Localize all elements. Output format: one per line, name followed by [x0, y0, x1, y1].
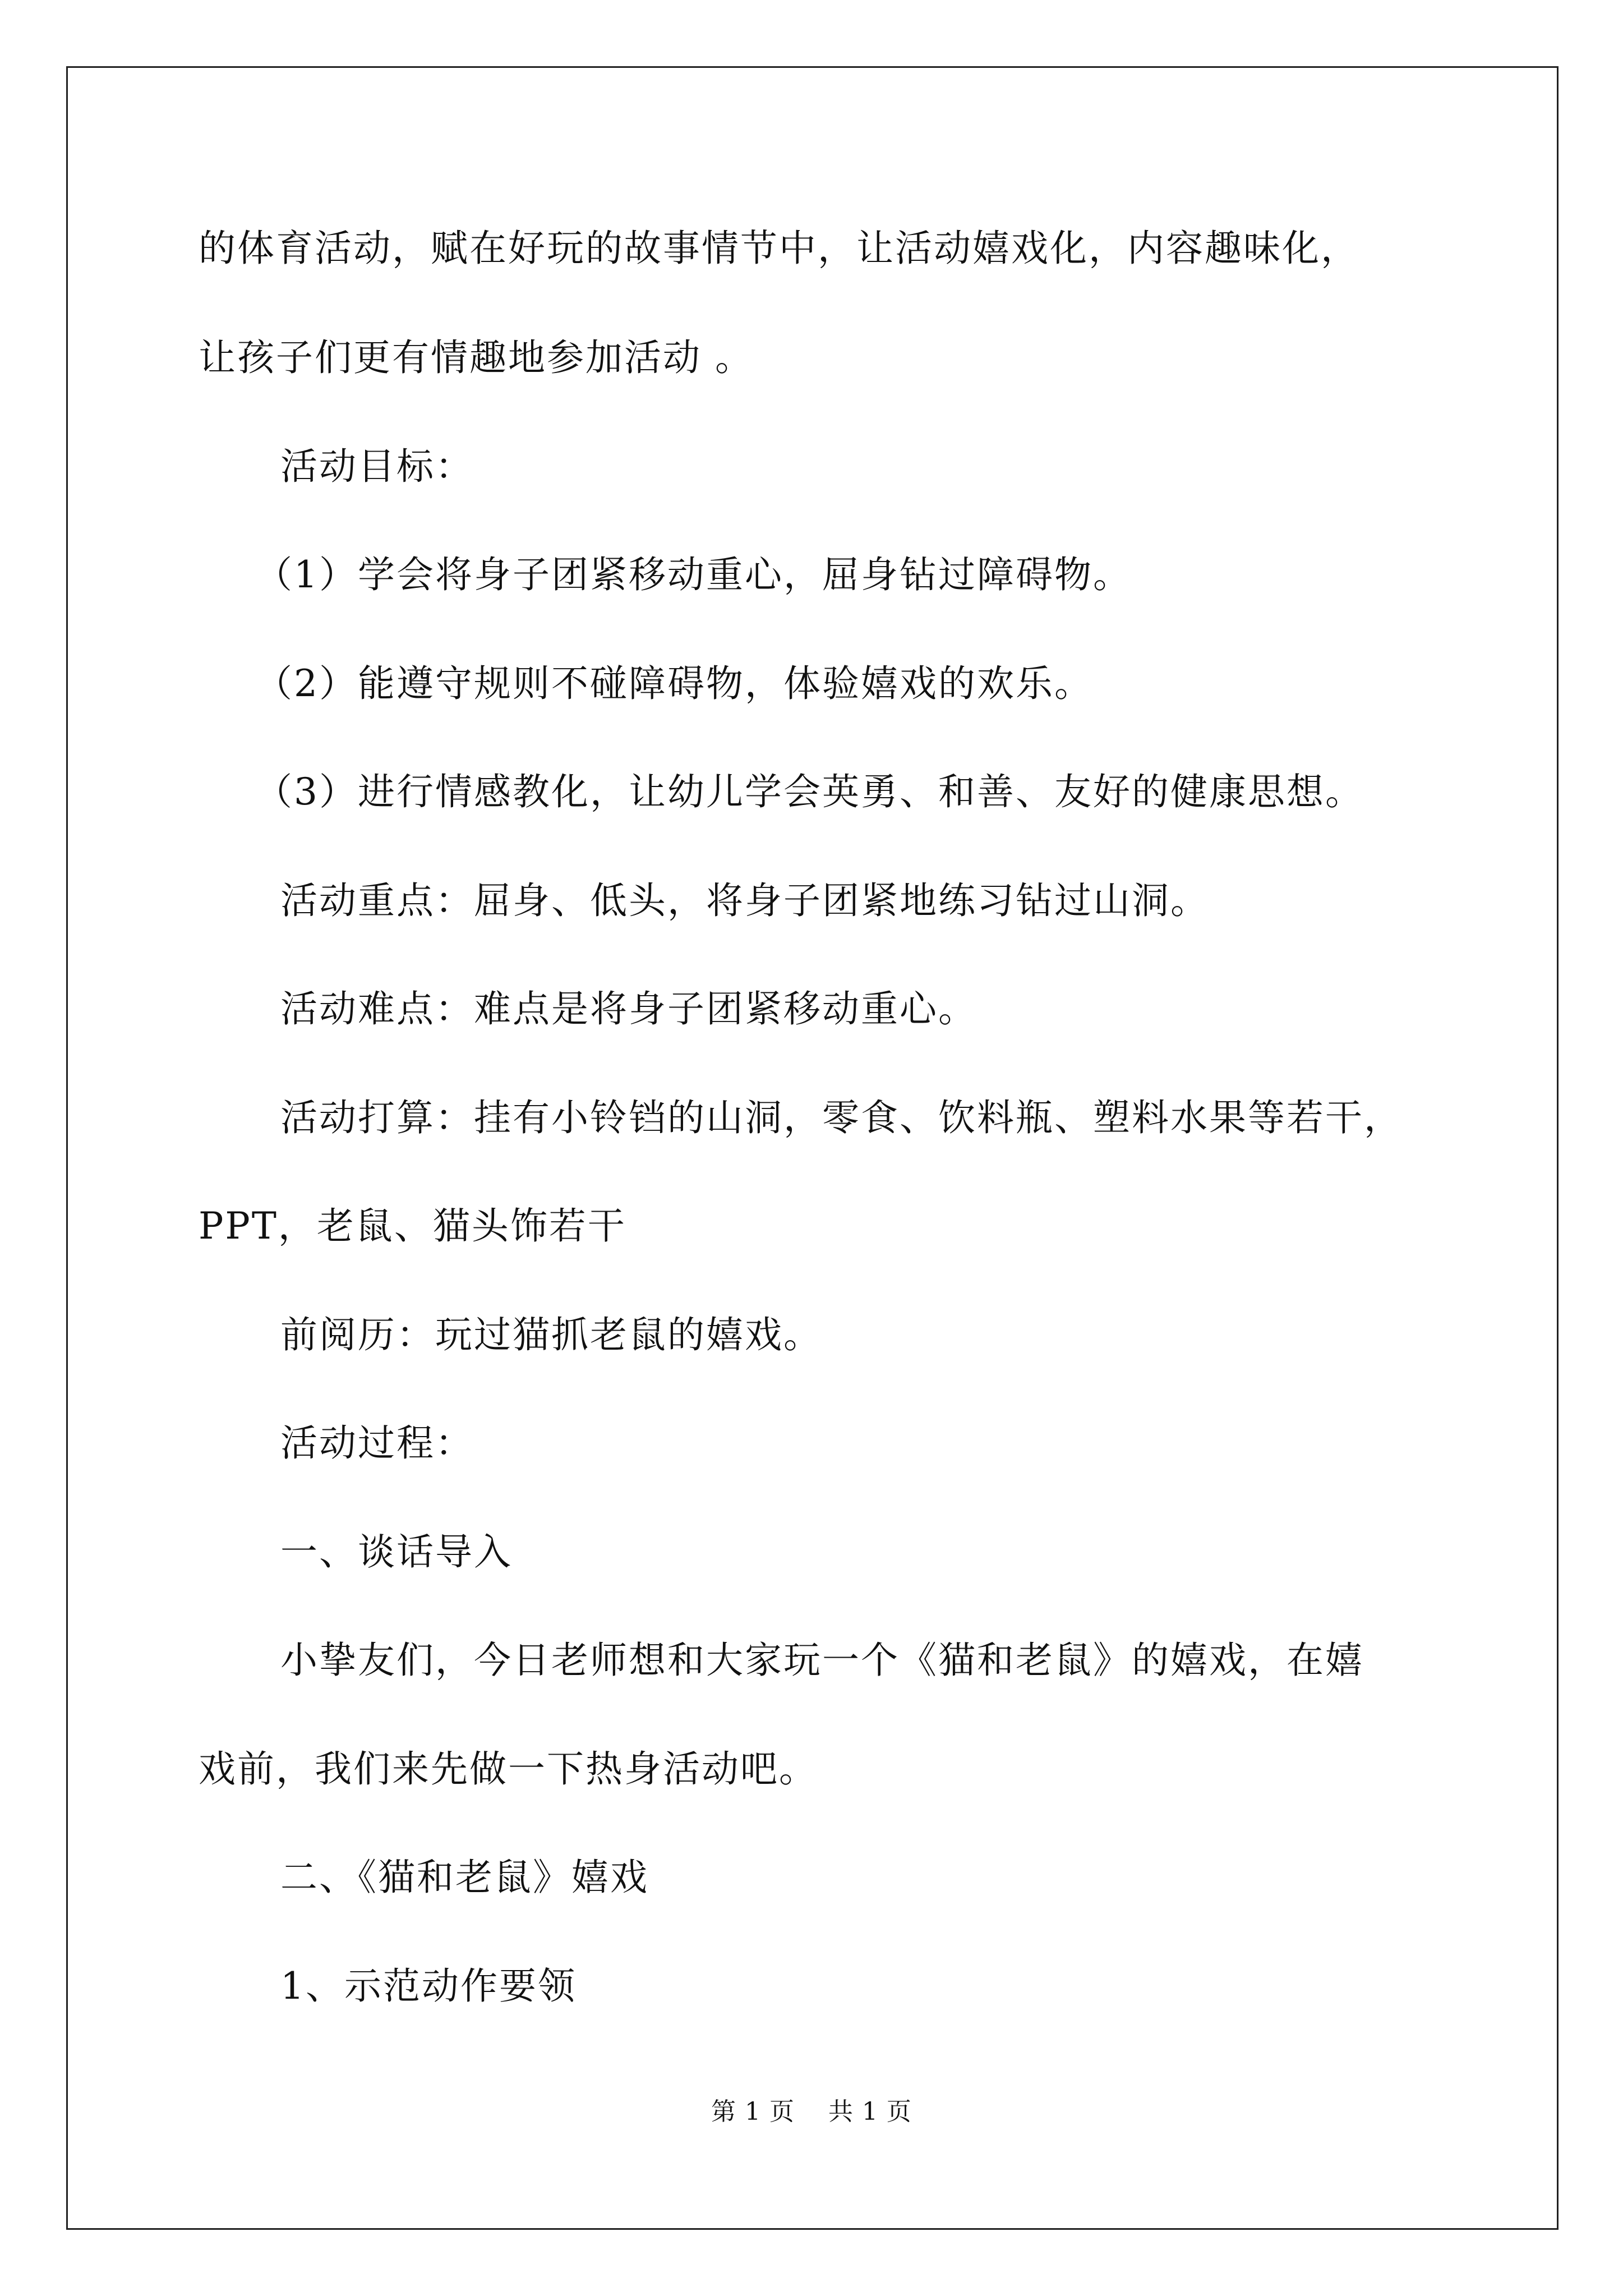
page-frame — [66, 66, 1559, 2230]
sub-step-heading: 1、示范动作要领 — [280, 1964, 577, 2008]
section-heading-goals: 活动目标： — [280, 445, 474, 488]
paragraph-line: 让孩子们更有情趣地参加活动 。 — [199, 336, 754, 379]
paragraph-line: 的体育活动，赋在好玩的故事情节中，让活动嬉戏化，内容趣味化， — [199, 227, 1359, 270]
step-heading: 一、谈话导入 — [280, 1530, 513, 1573]
paragraph-line: 戏前，我们来先做一下热身活动吧。 — [199, 1747, 818, 1791]
goal-item: （1）学会将身子团紧移动重心，屈身钻过障碍物。 — [255, 553, 1132, 596]
page-number-footer: 第 1 页 共 1 页 — [711, 2097, 912, 2126]
paragraph-line: 小挚友们，今日老师想和大家玩一个《猫和老鼠》的嬉戏，在嬉 — [280, 1639, 1364, 1682]
preparation-continued: PPT，老鼠、猫头饰若干 — [199, 1204, 626, 1248]
section-heading-process: 活动过程： — [280, 1421, 474, 1465]
preparation: 活动打算：挂有小铃铛的山洞，零食、饮料瓶、塑料水果等若干， — [280, 1096, 1403, 1139]
goal-item: （2）能遵守规则不碰障碍物，体验嬉戏的欢乐。 — [255, 662, 1093, 705]
goal-item: （3）进行情感教化，让幼儿学会英勇、和善、友好的健康思想。 — [255, 770, 1364, 813]
step-heading: 二、《猫和老鼠》嬉戏 — [280, 1856, 649, 1899]
prior-experience: 前阅历：玩过猫抓老鼠的嬉戏。 — [280, 1313, 822, 1356]
difficult-points: 活动难点：难点是将身子团紧移动重心。 — [280, 987, 977, 1030]
key-points: 活动重点：屈身、低头，将身子团紧地练习钻过山洞。 — [280, 879, 1209, 922]
